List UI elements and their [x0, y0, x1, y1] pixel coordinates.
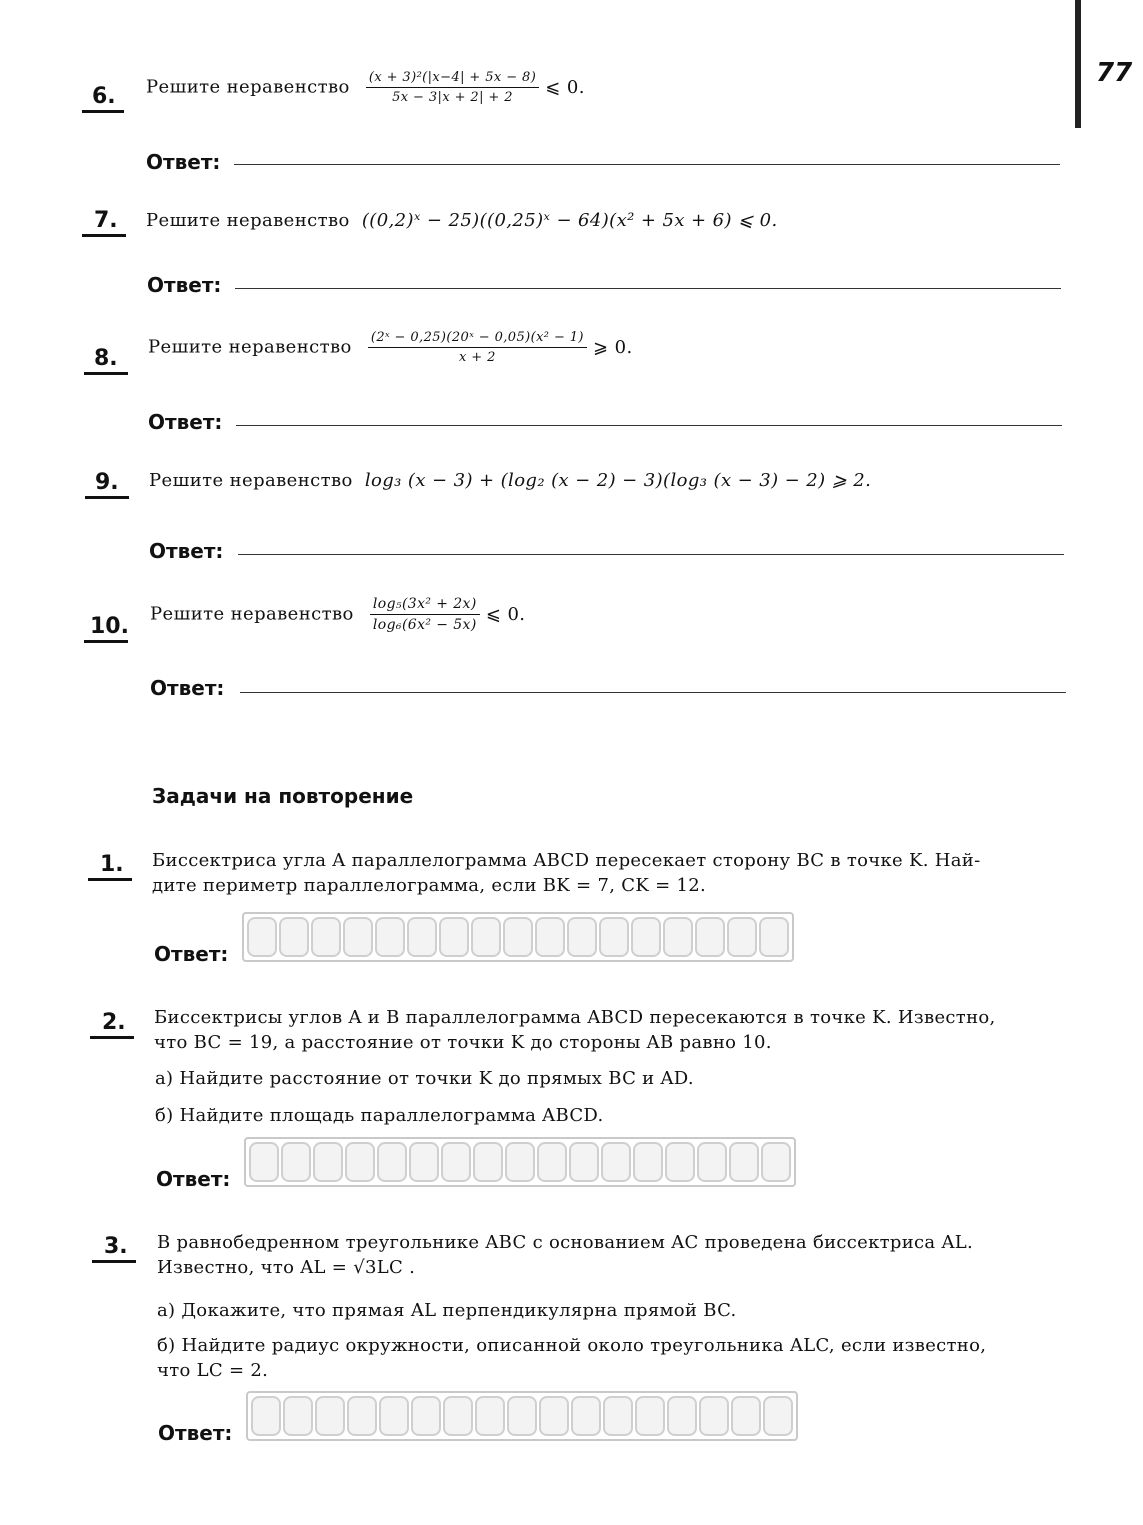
task-lead: Решите неравенство — [149, 470, 353, 491]
answer-cell[interactable] — [507, 1396, 537, 1436]
answer-cell[interactable] — [539, 1396, 569, 1436]
answer-cell[interactable] — [699, 1396, 729, 1436]
task-statement — [146, 210, 778, 231]
statement-line: б) Найдите радиус окружности, описанной около треугольника ALC, если известно, — [157, 1335, 987, 1356]
answer-cell[interactable] — [759, 917, 789, 957]
answer-label: Ответ: — [149, 539, 224, 563]
answer-cell[interactable] — [567, 917, 597, 957]
subtask-b — [157, 1333, 1077, 1383]
fraction-denominator: x + 2 — [459, 350, 496, 365]
answer-cell[interactable] — [311, 917, 341, 957]
answer-cell[interactable] — [471, 917, 501, 957]
answer-cell[interactable] — [697, 1142, 727, 1182]
answer-line[interactable] — [235, 288, 1061, 289]
subtask-b: б) Найдите площадь параллелограмма ABCD. — [155, 1105, 604, 1126]
fraction-numerator: (2ˣ − 0,25)(20ˣ − 0,05)(x² − 1) — [368, 330, 587, 348]
task-lead: Решите неравенство — [150, 603, 354, 625]
answer-cell[interactable] — [409, 1142, 439, 1182]
inequality-relation: ⩽ 0. — [485, 604, 526, 625]
inequality-relation: ⩾ 0. — [593, 337, 633, 358]
task-statement — [152, 848, 1072, 898]
task-number: 10. — [90, 614, 129, 639]
answer-cell[interactable] — [727, 917, 757, 957]
answer-cell[interactable] — [665, 1142, 695, 1182]
answer-cell[interactable] — [343, 917, 373, 957]
answer-cell[interactable] — [473, 1142, 503, 1182]
subtask-a: а) Докажите, что прямая AL перпендикулярна прямой BC. — [157, 1300, 737, 1321]
answer-cell[interactable] — [439, 917, 469, 957]
fraction-numerator: log₅(3x² + 2x) — [370, 596, 480, 615]
math-expression: ((0,2)ˣ − 25)((0,25)ˣ − 64)(x² + 5x + 6) ⩽ 0. — [361, 210, 778, 231]
statement-line: Биссектрисы углов A и B параллелограмма ABCD пересекаются в точке K. Известно, — [154, 1007, 996, 1028]
task-number-underline — [82, 234, 126, 237]
answer-cells[interactable] — [246, 1391, 798, 1441]
answer-cell[interactable] — [603, 1396, 633, 1436]
inequality-relation: ⩽ 0. — [545, 77, 585, 98]
answer-cell[interactable] — [503, 917, 533, 957]
answer-cell[interactable] — [599, 917, 629, 957]
answer-cell[interactable] — [407, 917, 437, 957]
math-expression: log₃ (x − 3) + (log₂ (x − 2) − 3)(log₃ (x − 3) − 2) ⩾ 2. — [364, 470, 872, 491]
answer-cell[interactable] — [251, 1396, 281, 1436]
answer-label: Ответ: — [158, 1421, 233, 1445]
task-number-underline — [84, 372, 128, 375]
subtask-a: а) Найдите расстояние от точки K до прямых BC и AD. — [155, 1068, 694, 1089]
page-margin-bar — [1075, 0, 1081, 128]
answer-cell[interactable] — [475, 1396, 505, 1436]
task-number-underline — [92, 1260, 136, 1263]
answer-cell[interactable] — [729, 1142, 759, 1182]
answer-cell[interactable] — [633, 1142, 663, 1182]
answer-cell[interactable] — [731, 1396, 761, 1436]
answer-cell[interactable] — [247, 917, 277, 957]
task-number: 7. — [94, 208, 118, 233]
answer-cell[interactable] — [635, 1396, 665, 1436]
task-number-underline — [85, 496, 129, 499]
answer-label: Ответ: — [150, 676, 225, 700]
answer-cell[interactable] — [315, 1396, 345, 1436]
answer-cell[interactable] — [763, 1396, 793, 1436]
statement-line: что BC = 19, а расстояние от точки K до стороны AB равно 10. — [154, 1032, 772, 1053]
task-number: 8. — [94, 346, 118, 371]
page-number: 77 — [1096, 58, 1133, 88]
task-number-underline — [82, 110, 124, 113]
answer-cell[interactable] — [347, 1396, 377, 1436]
task-statement — [154, 1005, 1074, 1055]
answer-label: Ответ: — [156, 1167, 231, 1191]
answer-cell[interactable] — [379, 1396, 409, 1436]
fraction-denominator: log₆(6x² − 5x) — [372, 617, 477, 633]
answer-cell[interactable] — [663, 917, 693, 957]
answer-cell[interactable] — [283, 1396, 313, 1436]
section-title: Задачи на повторение — [152, 784, 414, 808]
answer-cell[interactable] — [505, 1142, 535, 1182]
answer-label: Ответ: — [154, 942, 229, 966]
task-number-underline — [84, 640, 128, 643]
answer-cell[interactable] — [281, 1142, 311, 1182]
task-statement — [157, 1230, 1077, 1280]
fraction — [366, 70, 539, 105]
answer-cells[interactable] — [244, 1137, 796, 1187]
task-lead: Решите неравенство — [148, 336, 352, 358]
task-number: 9. — [95, 470, 119, 495]
statement-line: Биссектриса угла A параллелограмма ABCD пересекает сторону BC в точке K. Най- — [152, 850, 981, 871]
answer-cell[interactable] — [535, 917, 565, 957]
answer-label: Ответ: — [148, 410, 223, 434]
task-statement — [150, 596, 525, 633]
task-statement — [148, 330, 633, 365]
answer-cell[interactable] — [279, 917, 309, 957]
answer-cell[interactable] — [631, 917, 661, 957]
fraction-numerator: (x + 3)²(|x−4| + 5x − 8) — [366, 70, 539, 88]
answer-cell[interactable] — [569, 1142, 599, 1182]
answer-cell[interactable] — [411, 1396, 441, 1436]
answer-cell[interactable] — [667, 1396, 697, 1436]
task-number: 3. — [104, 1234, 128, 1259]
fraction-denominator: 5x − 3|x + 2| + 2 — [392, 90, 513, 105]
answer-cells[interactable] — [242, 912, 794, 962]
answer-cell[interactable] — [375, 917, 405, 957]
answer-line[interactable] — [234, 164, 1060, 165]
answer-cell[interactable] — [313, 1142, 343, 1182]
answer-line[interactable] — [238, 554, 1064, 555]
answer-cell[interactable] — [345, 1142, 375, 1182]
answer-cell[interactable] — [761, 1142, 791, 1182]
task-number: 6. — [92, 84, 116, 109]
task-number: 2. — [102, 1010, 126, 1035]
task-number: 1. — [100, 852, 124, 877]
fraction — [368, 330, 587, 365]
statement-line: что LC = 2. — [157, 1360, 269, 1381]
answer-cell[interactable] — [601, 1142, 631, 1182]
answer-label: Ответ: — [147, 273, 222, 297]
answer-cell[interactable] — [441, 1142, 471, 1182]
answer-cell[interactable] — [443, 1396, 473, 1436]
fraction — [370, 596, 480, 633]
answer-cell[interactable] — [377, 1142, 407, 1182]
statement-line: Известно, что AL = √3LC . — [157, 1257, 416, 1278]
answer-line[interactable] — [236, 425, 1062, 426]
answer-cell[interactable] — [571, 1396, 601, 1436]
task-lead: Решите неравенство — [146, 210, 350, 231]
answer-cell[interactable] — [249, 1142, 279, 1182]
task-statement — [149, 470, 871, 491]
task-number-underline — [90, 1036, 134, 1039]
task-statement — [146, 70, 585, 105]
statement-line: дите периметр параллелограмма, если BK = 7, CK = 12. — [152, 875, 707, 896]
answer-line[interactable] — [240, 692, 1066, 693]
answer-label: Ответ: — [146, 150, 221, 174]
task-lead: Решите неравенство — [146, 76, 350, 98]
task-number-underline — [88, 878, 132, 881]
answer-cell[interactable] — [537, 1142, 567, 1182]
statement-line: В равнобедренном треугольнике ABC с основанием AC проведена биссектриса AL. — [157, 1232, 974, 1253]
answer-cell[interactable] — [695, 917, 725, 957]
